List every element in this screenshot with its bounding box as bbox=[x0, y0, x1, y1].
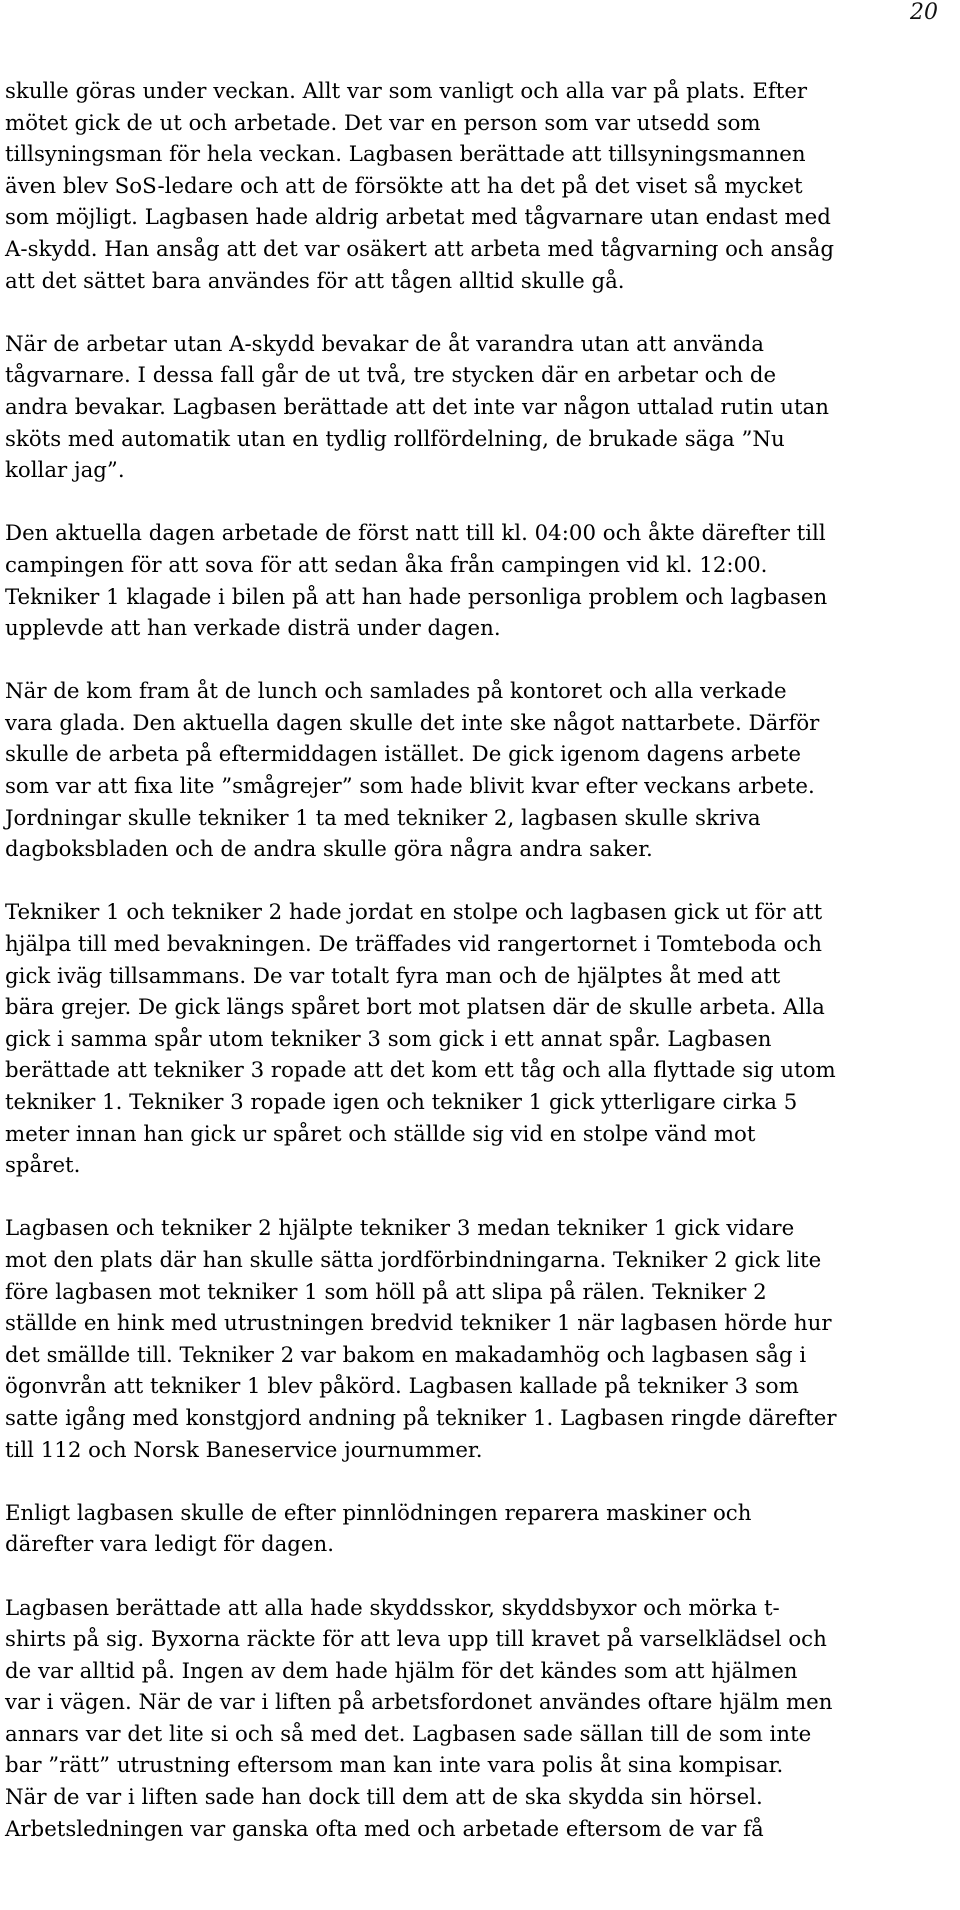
body-paragraph bbox=[5, 1593, 950, 1846]
text-line: till 112 och Norsk Baneservice journummer. bbox=[5, 1437, 483, 1463]
text-line: skulle de arbeta på eftermiddagen istället. De gick igenom dagens arbete bbox=[5, 742, 801, 768]
text-line: de var alltid på. Ingen av dem hade hjälm för det kändes som att hjälmen bbox=[5, 1658, 798, 1684]
text-line: satte igång med konstgjord andning på tekniker 1. Lagbasen ringde därefter bbox=[5, 1405, 837, 1431]
text-line: före lagbasen mot tekniker 1 som höll på att slipa på rälen. Tekniker 2 bbox=[5, 1279, 767, 1305]
text-line: andra bevakar. Lagbasen berättade att det inte var någon uttalad rutin utan bbox=[5, 394, 829, 420]
text-line: tillsyningsman för hela veckan. Lagbasen berättade att tillsyningsmannen bbox=[5, 142, 806, 168]
text-line: som var att fixa lite ”smågrejer” som hade blivit kvar efter veckans arbete. bbox=[5, 774, 815, 800]
body-paragraph bbox=[5, 518, 950, 644]
text-line: dagboksbladen och de andra skulle göra några andra saker. bbox=[5, 837, 653, 863]
text-line: bära grejer. De gick längs spåret bort mot platsen där de skulle arbeta. Alla bbox=[5, 995, 825, 1021]
text-line: mötet gick de ut och arbetade. Det var en person som var utsedd som bbox=[5, 110, 761, 136]
text-line: campingen för att sova för att sedan åka från campingen vid kl. 12:00. bbox=[5, 552, 768, 578]
body-paragraph bbox=[5, 676, 950, 866]
body-paragraph bbox=[5, 1498, 950, 1561]
text-line: det smällde till. Tekniker 2 var bakom en makadamhög och lagbasen såg i bbox=[5, 1342, 807, 1368]
text-line: skulle göras under veckan. Allt var som vanligt och alla var på plats. Efter bbox=[5, 79, 808, 104]
text-line: Tekniker 1 och tekniker 2 hade jordat en stolpe och lagbasen gick ut för att bbox=[5, 900, 823, 926]
text-line: mot den plats där han skulle sätta jordförbindningarna. Tekniker 2 gick lite bbox=[5, 1247, 822, 1273]
body-paragraph bbox=[5, 897, 950, 1181]
body-paragraph bbox=[5, 76, 950, 297]
text-line: även blev SoS-ledare och att de försökte att ha det på det viset så mycket bbox=[5, 173, 803, 199]
text-line: hjälpa till med bevakningen. De träffades vid rangertornet i Tomteboda och bbox=[5, 932, 822, 958]
text-line: tekniker 1. Tekniker 3 ropade igen och tekniker 1 gick ytterligare cirka 5 bbox=[5, 1090, 798, 1115]
text-line: bar ”rätt” utrustning eftersom man kan inte vara polis åt sina kompisar. bbox=[5, 1753, 784, 1779]
text-line: Lagbasen och tekniker 2 hjälpte tekniker 3 medan tekniker 1 gick vidare bbox=[5, 1216, 795, 1242]
text-line: därefter vara ledigt för dagen. bbox=[5, 1532, 335, 1558]
text-line: sköts med automatik utan en tydlig rollfördelning, de brukade säga ”Nu bbox=[5, 426, 785, 452]
body-paragraph bbox=[5, 1213, 950, 1466]
text-line: annars var det lite si och så med det. Lagbasen sade sällan till de som inte bbox=[5, 1721, 812, 1747]
text-line: gick iväg tillsammans. De var totalt fyra man och de hjälptes åt med att bbox=[5, 963, 781, 989]
body-paragraph bbox=[5, 329, 950, 487]
text-line: upplevde att han verkade disträ under dagen. bbox=[5, 616, 501, 642]
document-body bbox=[5, 76, 950, 1845]
text-line: Enligt lagbasen skulle de efter pinnlödningen reparera maskiner och bbox=[5, 1500, 752, 1526]
text-line: Jordningar skulle tekniker 1 ta med tekniker 2, lagbasen skulle skriva bbox=[5, 805, 761, 831]
text-line: Arbetsledningen var ganska ofta med och arbetade eftersom de var få bbox=[5, 1816, 764, 1842]
text-line: ögonvrån att tekniker 1 blev påkörd. Lagbasen kallade på tekniker 3 som bbox=[5, 1374, 799, 1400]
text-line: kollar jag”. bbox=[5, 458, 125, 484]
text-line: Tekniker 1 klagade i bilen på att han hade personliga problem och lagbasen bbox=[5, 584, 828, 610]
text-line: ställde en hink med utrustningen bredvid tekniker 1 när lagbasen hörde hur bbox=[5, 1311, 832, 1337]
text-line: När de arbetar utan A-skydd bevakar de åt varandra utan att använda bbox=[5, 331, 764, 357]
page-number: 20 bbox=[910, 0, 938, 25]
text-line: A-skydd. Han ansåg att det var osäkert att arbeta med tågvarning och ansåg bbox=[5, 236, 835, 262]
text-line: berättade att tekniker 3 ropade att det kom ett tåg och alla flyttade sig utom bbox=[5, 1058, 836, 1084]
text-line: Lagbasen berättade att alla hade skyddsskor, skyddsbyxor och mörka t- bbox=[5, 1595, 780, 1621]
text-line: När de var i liften sade han dock till dem att de ska skydda sin hörsel. bbox=[5, 1785, 763, 1811]
text-line: meter innan han gick ur spåret och ställde sig vid en stolpe vänd mot bbox=[5, 1121, 756, 1147]
text-line: shirts på sig. Byxorna räckte för att leva upp till kravet på varselklädsel och bbox=[5, 1627, 827, 1653]
text-line: Den aktuella dagen arbetade de först natt till kl. 04:00 och åkte därefter till bbox=[5, 521, 826, 547]
text-line: som möjligt. Lagbasen hade aldrig arbetat med tågvarnare utan endast med bbox=[5, 205, 831, 231]
text-line: att det sättet bara användes för att tågen alltid skulle gå. bbox=[5, 268, 625, 294]
text-line: gick i samma spår utom tekniker 3 som gick i ett annat spår. Lagbasen bbox=[5, 1026, 772, 1052]
text-line: tågvarnare. I dessa fall går de ut två, tre stycken där en arbetar och de bbox=[5, 363, 777, 389]
text-line: var i vägen. När de var i liften på arbetsfordonet användes oftare hjälm men bbox=[5, 1690, 833, 1716]
text-line: När de kom fram åt de lunch och samlades på kontoret och alla verkade bbox=[5, 679, 787, 705]
text-line: vara glada. Den aktuella dagen skulle det inte ske något nattarbete. Därför bbox=[5, 710, 820, 736]
text-line: spåret. bbox=[5, 1153, 81, 1179]
